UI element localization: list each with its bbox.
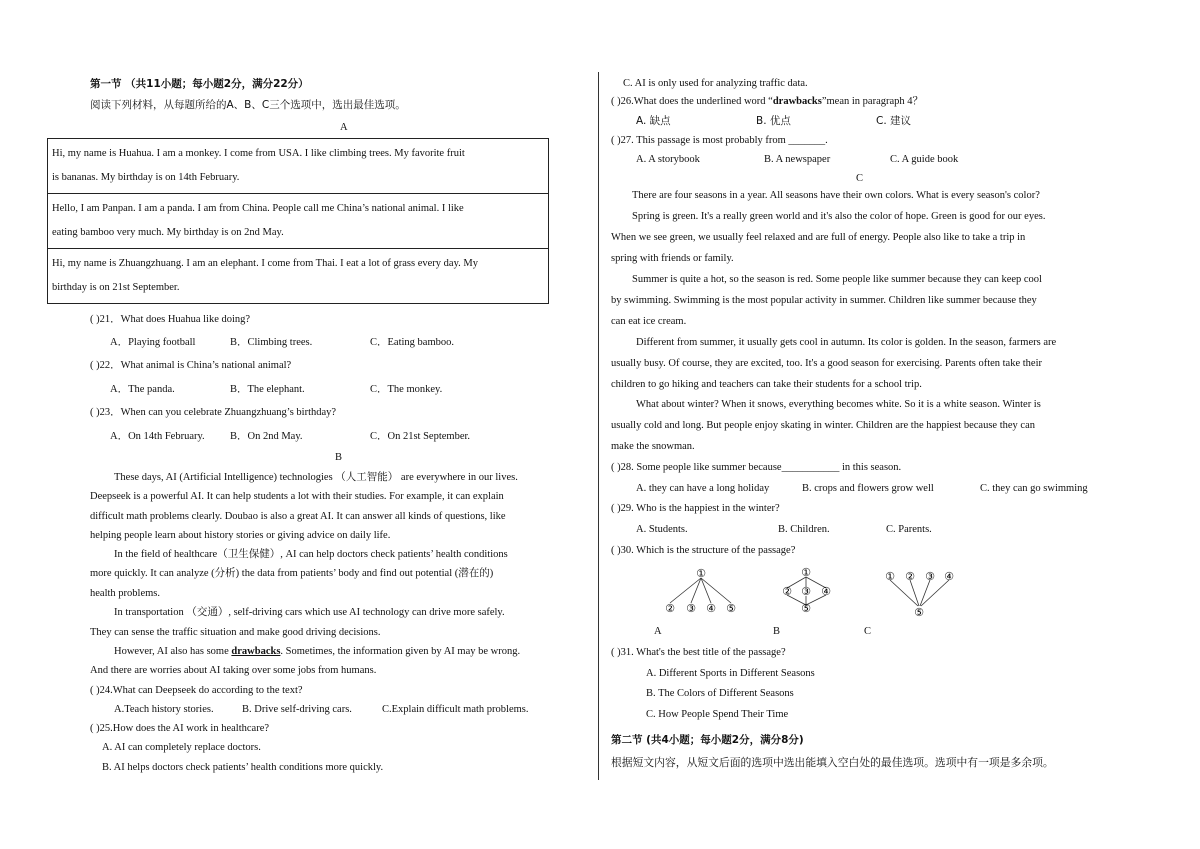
option: A. 缺点 bbox=[636, 115, 671, 127]
option: C．Eating bamboo. bbox=[370, 337, 454, 348]
passage-c-line: spring with friends or family. bbox=[611, 253, 734, 264]
row-line: is bananas. My birthday is on 14th February. bbox=[52, 172, 240, 183]
node-4: ④ bbox=[706, 602, 716, 615]
option: A. they can have a long holiday bbox=[636, 483, 770, 494]
passage-a-label: A bbox=[340, 122, 348, 133]
option: A. A storybook bbox=[636, 154, 700, 165]
option: B．The elephant. bbox=[230, 384, 305, 395]
option: B. The Colors of Different Seasons bbox=[646, 688, 794, 699]
structure-diagram-a bbox=[650, 562, 750, 623]
node-1: ① bbox=[696, 567, 706, 580]
question-stem: ( )30. Which is the structure of the passage? bbox=[611, 545, 796, 556]
node-5: ⑤ bbox=[801, 602, 811, 615]
section1-instruction: 阅读下列材料，从每题所给的A、B、C三个选项中，选出最佳选项。 bbox=[90, 99, 406, 111]
table-row bbox=[48, 249, 549, 304]
option: A．Playing football bbox=[110, 337, 196, 348]
passage-a-table bbox=[47, 138, 549, 304]
question-stem bbox=[611, 95, 923, 109]
node-2: ② bbox=[782, 585, 792, 598]
option: C.Explain difficult math problems. bbox=[382, 704, 529, 715]
option: B. Children. bbox=[778, 524, 830, 535]
option: B. Drive self-driving cars. bbox=[242, 704, 352, 715]
text-segment: ( )26.What does the underlined word “ bbox=[611, 96, 773, 107]
question-stem: ( )21．What does Huahua like doing? bbox=[90, 314, 251, 325]
node-1: ① bbox=[801, 566, 811, 579]
passage-c-line: make the snowman. bbox=[611, 441, 695, 452]
question-stem: ( )24.What can Deepseek do according to the text? bbox=[90, 685, 303, 696]
passage-c-line: children to go hiking and teachers can take their students for a school trip. bbox=[611, 379, 922, 390]
section2-heading: 第二节 (共4小题；每小题2分，满分8分) bbox=[611, 734, 804, 746]
row-line: Hi, my name is Huahua. I am a monkey. I come from USA. I like climbing trees. My favorite fruit bbox=[52, 148, 465, 159]
question-stem: ( )23．When can you celebrate Zhuangzhuang’s birthday? bbox=[90, 407, 337, 418]
question-stem: ( )28. Some people like summer because___________ in this season. bbox=[611, 462, 902, 473]
text-segment: However, AI also has some bbox=[114, 646, 232, 657]
passage-c-line: by swimming. Swimming is the most popular activity in summer. Children like summer because they bbox=[611, 295, 1037, 306]
node-3: ③ bbox=[686, 602, 696, 615]
option: C. they can go swimming bbox=[980, 483, 1088, 494]
option: C. 建议 bbox=[876, 115, 912, 127]
node-3: ③ bbox=[925, 570, 935, 583]
node-5: ⑤ bbox=[726, 602, 736, 615]
option: C. A guide book bbox=[890, 154, 959, 165]
bold-word: drawbacks bbox=[772, 96, 822, 107]
passage-b-line: health problems. bbox=[90, 588, 160, 599]
question-stem: ( )31. What's the best title of the passage? bbox=[611, 647, 786, 658]
question-stem: ( )22．What animal is China’s national animal? bbox=[90, 360, 292, 371]
question-stem: ( )29. Who is the happiest in the winter? bbox=[611, 503, 780, 514]
diagram-label-b: B bbox=[773, 626, 781, 637]
option: A. Different Sports in Different Seasons bbox=[646, 668, 815, 679]
node-2: ② bbox=[905, 570, 915, 583]
node-5: ⑤ bbox=[914, 606, 924, 619]
option: B．On 2nd May. bbox=[230, 431, 303, 442]
text-segment: ”mean in paragraph 4？ bbox=[821, 96, 924, 107]
option: C．On 21st September. bbox=[370, 431, 471, 442]
passage-c-line: usually busy. Of course, they are excited, too. It's a good season for exercising. Parents often take their bbox=[611, 358, 1042, 369]
passage-b-line: helping people learn about history stories or giving advice on daily life. bbox=[90, 530, 391, 541]
passage-b-line: more quickly. It can analyze (分析) the data from patients’ body and find out potential (潜在的) bbox=[90, 568, 494, 579]
question-stem: ( )27. This passage is most probably from _______. bbox=[611, 135, 828, 146]
passage-c-line: There are four seasons in a year. All seasons have their own colors. What is every season's color? bbox=[632, 190, 1040, 201]
passage-b-line: In the field of healthcare（卫生保健）, AI can help doctors check patients’ health conditions bbox=[114, 549, 508, 560]
passage-b-line: difficult math problems clearly. Doubao is also a great AI. It can answer all kinds of questions, like bbox=[90, 511, 506, 522]
option: A．On 14th February. bbox=[110, 431, 205, 442]
passage-b-line: In transportation （交通）, self-driving cars which use AI technology can drive more safely. bbox=[114, 607, 505, 618]
option: C. Parents. bbox=[886, 524, 932, 535]
node-3: ③ bbox=[801, 585, 811, 598]
underlined-word: drawbacks bbox=[231, 646, 281, 657]
passage-c-line: What about winter? When it snows, everything becomes white. So it is a white season. Winter is bbox=[636, 399, 1041, 410]
row-line: birthday is on 21st September. bbox=[52, 282, 180, 293]
node-4: ④ bbox=[821, 585, 831, 598]
diagram-label-a: A bbox=[654, 626, 662, 637]
option: B. crops and flowers grow well bbox=[802, 483, 934, 494]
passage-b-line: These days, AI (Artificial Intelligence) technologies （人工智能） are everywhere in our lives. bbox=[114, 472, 518, 483]
option: C．The monkey. bbox=[370, 384, 443, 395]
passage-b-line: They can sense the traffic situation and make good driving decisions. bbox=[90, 627, 381, 638]
passage-b-label: B bbox=[335, 452, 343, 463]
option: A. Students. bbox=[636, 524, 688, 535]
passage-c-line: Spring is green. It's a really green world and it's also the color of hope. Green is good for our eyes. bbox=[632, 211, 1046, 222]
section1-heading: 第一节 （共11小题；每小题2分，满分22分） bbox=[90, 78, 309, 90]
table-row bbox=[48, 139, 549, 194]
table-row bbox=[48, 194, 549, 249]
node-4: ④ bbox=[944, 570, 954, 583]
passage-c-line: usually cold and long. But people enjoy skating in winter. Children are the happiest because they can bbox=[611, 420, 1035, 431]
option: B. 优点 bbox=[756, 115, 791, 127]
structure-diagram-c bbox=[876, 562, 966, 623]
option: B. A newspaper bbox=[764, 154, 831, 165]
node-2: ② bbox=[665, 602, 675, 615]
row-line: Hi, my name is Zhuangzhuang. I am an elephant. I come from Thai. I eat a lot of grass every day. My bbox=[52, 258, 478, 269]
option: B. AI helps doctors check patients’ health conditions more quickly. bbox=[102, 762, 384, 773]
passage-c-line: Summer is quite a hot, so the season is red. Some people like summer because they can keep cool bbox=[632, 274, 1042, 285]
passage-c-line: Different from summer, it usually gets cool in autumn. Its color is golden. In the season, farmers are bbox=[636, 337, 1057, 348]
text-segment: . Sometimes, the information given by AI may be wrong. bbox=[280, 646, 521, 657]
option: B．Climbing trees. bbox=[230, 337, 313, 348]
node-1: ① bbox=[885, 570, 895, 583]
section2-instruction: 根据短文内容，从短文后面的选项中选出能填入空白处的最佳选项。选项中有一项是多余项。 bbox=[611, 756, 1054, 769]
structure-diagram-b bbox=[775, 562, 840, 623]
option: C. How People Spend Their Time bbox=[646, 709, 789, 720]
option: A．The panda. bbox=[110, 384, 175, 395]
question-stem: ( )25.How does the AI work in healthcare? bbox=[90, 723, 270, 734]
diagram-label-c: C bbox=[864, 626, 872, 637]
passage-c-line: can eat ice cream. bbox=[611, 316, 687, 327]
passage-c-label: C bbox=[856, 173, 864, 184]
row-line: Hello, I am Panpan. I am a panda. I am from China. People call me China’s national animal. I like bbox=[52, 203, 464, 214]
passage-b-line: Deepseek is a powerful AI. It can help students a lot with their studies. For example, it can explain bbox=[90, 491, 504, 502]
option: A. AI can completely replace doctors. bbox=[102, 742, 261, 753]
passage-c-line: When we see green, we usually feel relaxed and are full of energy. People also like to take a trip in bbox=[611, 232, 1026, 243]
column-divider bbox=[598, 72, 599, 780]
option: C. AI is only used for analyzing traffic data. bbox=[623, 78, 808, 89]
passage-b-line: And there are worries about AI taking over some jobs from humans. bbox=[90, 665, 377, 676]
row-line: eating bamboo very much. My birthday is on 2nd May. bbox=[52, 227, 284, 238]
passage-b-line-however bbox=[114, 645, 520, 659]
option: A.Teach history stories. bbox=[114, 704, 214, 715]
